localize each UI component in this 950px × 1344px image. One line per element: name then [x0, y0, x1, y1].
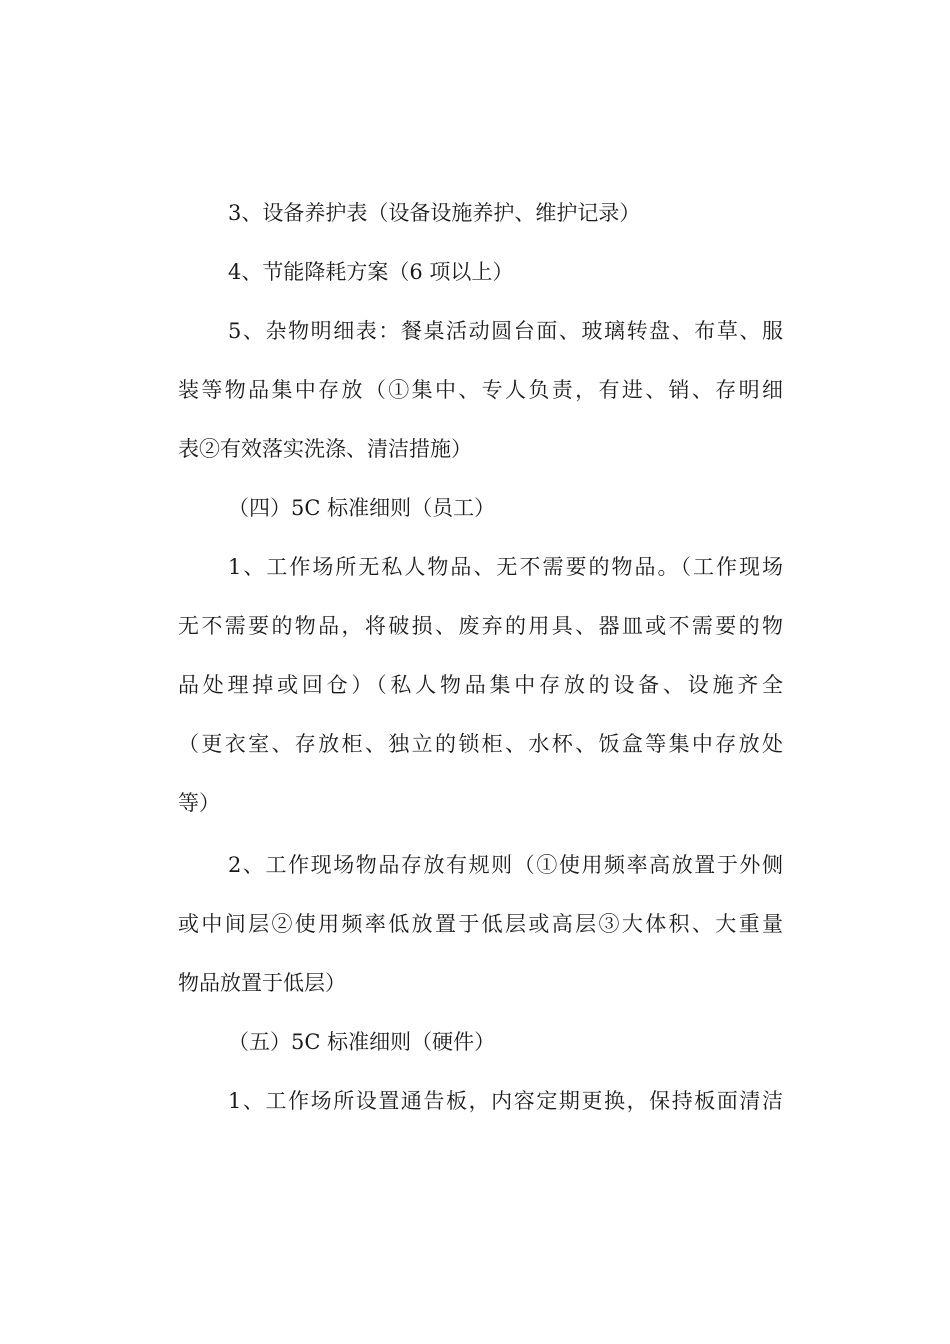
section-5-heading: （五）5C 标准细则（硬件） — [228, 1030, 496, 1054]
item-3-equipment-maintenance: 3、设备养护表（设备设施养护、维护记录） — [228, 201, 641, 225]
section-4-item-1-line-1: 1、工作场所无私人物品、无不需要的物品。（工作现场 — [228, 555, 783, 579]
section-4-item-1-line-3: 品处理掉或回仓）（私人物品集中存放的设备、设施齐全 — [178, 673, 783, 697]
section-4-item-1-line-2: 无不需要的物品，将破损、废弃的用具、器皿或不需要的物 — [178, 614, 783, 638]
item-5-sundries-line-2: 装等物品集中存放（①集中、专人负责，有进、销、存明细 — [178, 378, 783, 402]
section-4-item-1-line-4: （更衣室、存放柜、独立的锁柜、水杯、饭盒等集中存放处 — [178, 732, 783, 756]
item-5-sundries-line-1: 5、杂物明细表：餐桌活动圆台面、玻璃转盘、布草、服 — [228, 319, 783, 343]
item-5-sundries-line-3: 表②有效落实洗涤、清洁措施） — [178, 437, 472, 461]
section-4-item-2-line-2: 或中间层②使用频率低放置于低层或高层③大体积、大重量 — [178, 912, 783, 936]
section-4-item-2-line-1: 2、工作现场物品存放有规则（①使用频率高放置于外侧 — [228, 853, 783, 877]
section-4-heading: （四）5C 标准细则（员工） — [228, 496, 496, 520]
item-4-energy-saving: 4、节能降耗方案（6 项以上） — [228, 260, 514, 284]
section-4-item-1-line-5: 等） — [178, 791, 220, 815]
section-4-item-2-line-3: 物品放置于低层） — [178, 971, 346, 995]
section-5-item-1-line-1: 1、工作场所设置通告板，内容定期更换，保持板面清洁 — [228, 1089, 783, 1113]
